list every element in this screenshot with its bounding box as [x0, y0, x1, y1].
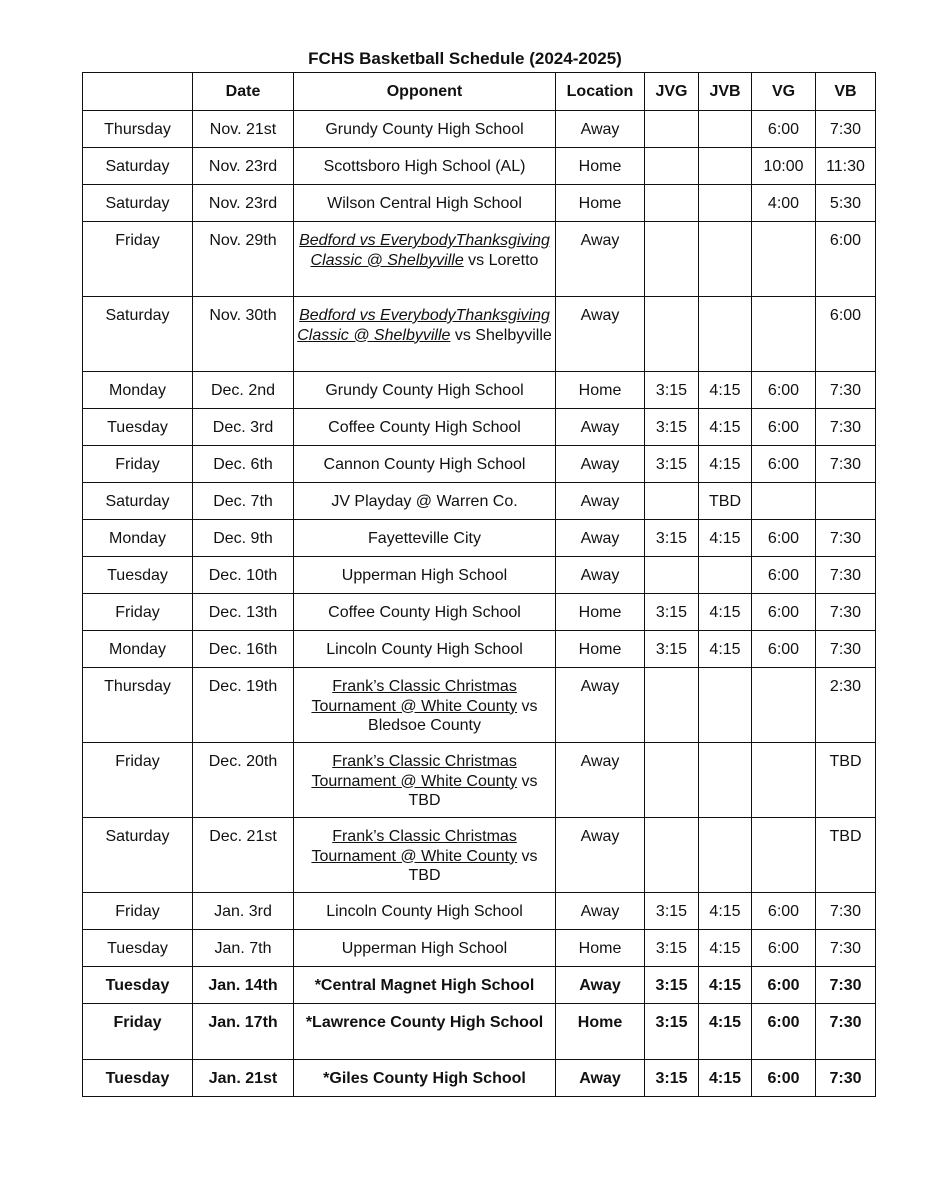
jvb-cell: 4:15	[699, 372, 752, 409]
opponent-cell: Lincoln County High School	[294, 631, 556, 668]
day-cell: Friday	[83, 743, 193, 818]
date-cell: Nov. 21st	[193, 111, 294, 148]
schedule-table	[82, 72, 876, 1097]
vg-cell	[752, 483, 816, 520]
jvb-cell: 4:15	[699, 893, 752, 930]
opponent-cell: JV Playday @ Warren Co.	[294, 483, 556, 520]
jvg-cell	[645, 222, 699, 297]
page-title: FCHS Basketball Schedule (2024-2025)	[308, 49, 622, 68]
vb-cell: 7:30	[816, 520, 876, 557]
location-cell: Away	[556, 297, 645, 372]
table-row	[83, 483, 876, 520]
location-cell: Away	[556, 893, 645, 930]
vg-cell: 6:00	[752, 111, 816, 148]
jvb-cell: 4:15	[699, 967, 752, 1004]
jvg-cell: 3:15	[645, 930, 699, 967]
vg-cell: 6:00	[752, 372, 816, 409]
vg-cell: 6:00	[752, 520, 816, 557]
vb-cell: 7:30	[816, 893, 876, 930]
jvg-cell	[645, 111, 699, 148]
jvb-cell	[699, 557, 752, 594]
vg-cell: 6:00	[752, 446, 816, 483]
location-cell: Away	[556, 409, 645, 446]
vb-cell: 7:30	[816, 557, 876, 594]
opponent-cell: *Central Magnet High School	[294, 967, 556, 1004]
location-cell: Away	[556, 222, 645, 297]
table-row	[83, 631, 876, 668]
table-row	[83, 446, 876, 483]
jvb-cell	[699, 148, 752, 185]
opponent-cell: Upperman High School	[294, 557, 556, 594]
opponent-cell: Grundy County High School	[294, 372, 556, 409]
day-cell: Friday	[83, 594, 193, 631]
header-row	[83, 73, 876, 111]
vg-cell	[752, 668, 816, 743]
date-cell: Dec. 9th	[193, 520, 294, 557]
jvg-cell	[645, 483, 699, 520]
jvg-cell	[645, 818, 699, 893]
header-location: Location	[556, 73, 645, 111]
header-jvg: JVG	[645, 73, 699, 111]
opponent-cell: Wilson Central High School	[294, 185, 556, 222]
vb-cell: TBD	[816, 818, 876, 893]
date-cell: Dec. 16th	[193, 631, 294, 668]
opponent-cell: Coffee County High School	[294, 409, 556, 446]
vb-cell	[816, 483, 876, 520]
opponent-suffix: vs Bledsoe County	[368, 697, 538, 734]
header-vb: VB	[816, 73, 876, 111]
jvb-cell	[699, 222, 752, 297]
jvb-cell: 4:15	[699, 594, 752, 631]
vg-cell	[752, 818, 816, 893]
header-vg: VG	[752, 73, 816, 111]
tournament-link[interactable]: Frank’s Classic Christmas Tournament @ White County	[311, 828, 518, 865]
opponent-cell: Fayetteville City	[294, 520, 556, 557]
table-row	[83, 185, 876, 222]
opponent-cell	[294, 222, 556, 297]
vg-cell: 6:00	[752, 594, 816, 631]
date-cell: Jan. 21st	[193, 1060, 294, 1097]
vg-cell: 4:00	[752, 185, 816, 222]
jvg-cell: 3:15	[645, 1004, 699, 1060]
day-cell: Tuesday	[83, 557, 193, 594]
header-day	[83, 73, 193, 111]
date-cell: Dec. 3rd	[193, 409, 294, 446]
jvg-cell	[645, 185, 699, 222]
opponent-cell: *Giles County High School	[294, 1060, 556, 1097]
vb-cell: 7:30	[816, 446, 876, 483]
vg-cell: 6:00	[752, 930, 816, 967]
location-cell: Away	[556, 520, 645, 557]
jvb-cell	[699, 111, 752, 148]
jvg-cell: 3:15	[645, 446, 699, 483]
jvb-cell	[699, 818, 752, 893]
jvb-cell: 4:15	[699, 1060, 752, 1097]
location-cell: Home	[556, 594, 645, 631]
vb-cell: 7:30	[816, 111, 876, 148]
vb-cell: 7:30	[816, 631, 876, 668]
jvg-cell	[645, 668, 699, 743]
day-cell: Thursday	[83, 111, 193, 148]
jvb-cell: 4:15	[699, 1004, 752, 1060]
vg-cell	[752, 297, 816, 372]
day-cell: Saturday	[83, 297, 193, 372]
header-jvb: JVB	[699, 73, 752, 111]
jvg-cell: 3:15	[645, 409, 699, 446]
jvg-cell	[645, 743, 699, 818]
vg-cell: 10:00	[752, 148, 816, 185]
vb-cell: 7:30	[816, 594, 876, 631]
date-cell: Jan. 17th	[193, 1004, 294, 1060]
opponent-cell: *Lawrence County High School	[294, 1004, 556, 1060]
table-row	[83, 1004, 876, 1060]
location-cell: Home	[556, 185, 645, 222]
location-cell: Away	[556, 743, 645, 818]
table-row	[83, 967, 876, 1004]
tournament-link[interactable]: Frank’s Classic Christmas Tournament @ White County	[311, 678, 518, 715]
table-row	[83, 372, 876, 409]
vg-cell: 6:00	[752, 557, 816, 594]
day-cell: Monday	[83, 520, 193, 557]
opponent-cell: Upperman High School	[294, 930, 556, 967]
vg-cell: 6:00	[752, 967, 816, 1004]
table-row	[83, 297, 876, 372]
date-cell: Jan. 3rd	[193, 893, 294, 930]
date-cell: Jan. 14th	[193, 967, 294, 1004]
day-cell: Tuesday	[83, 409, 193, 446]
opponent-cell: Scottsboro High School (AL)	[294, 148, 556, 185]
date-cell: Dec. 7th	[193, 483, 294, 520]
day-cell: Saturday	[83, 483, 193, 520]
vg-cell: 6:00	[752, 893, 816, 930]
vb-cell: 7:30	[816, 1004, 876, 1060]
table-row	[83, 818, 876, 893]
location-cell: Away	[556, 483, 645, 520]
opponent-cell	[294, 297, 556, 372]
location-cell: Away	[556, 967, 645, 1004]
day-cell: Friday	[83, 222, 193, 297]
jvb-cell: 4:15	[699, 520, 752, 557]
opponent-cell: Cannon County High School	[294, 446, 556, 483]
jvb-cell	[699, 297, 752, 372]
date-cell: Dec. 2nd	[193, 372, 294, 409]
vg-cell: 6:00	[752, 1060, 816, 1097]
opponent-cell	[294, 743, 556, 818]
jvb-cell	[699, 185, 752, 222]
jvb-cell: 4:15	[699, 631, 752, 668]
vb-cell: 2:30	[816, 668, 876, 743]
opponent-suffix: vs Loretto	[463, 251, 539, 269]
vg-cell: 6:00	[752, 631, 816, 668]
vg-cell	[752, 743, 816, 818]
tournament-link[interactable]: Bedford vs EverybodyThanksgiving Classic @ Shelbyville	[297, 307, 550, 344]
day-cell: Friday	[83, 893, 193, 930]
vb-cell: 11:30	[816, 148, 876, 185]
jvg-cell	[645, 297, 699, 372]
day-cell: Monday	[83, 631, 193, 668]
date-cell: Dec. 13th	[193, 594, 294, 631]
location-cell: Away	[556, 668, 645, 743]
day-cell: Saturday	[83, 818, 193, 893]
day-cell: Saturday	[83, 148, 193, 185]
table-row	[83, 594, 876, 631]
header-date: Date	[193, 73, 294, 111]
location-cell: Home	[556, 148, 645, 185]
date-cell: Dec. 10th	[193, 557, 294, 594]
table-row	[83, 409, 876, 446]
vg-cell: 6:00	[752, 409, 816, 446]
day-cell: Tuesday	[83, 1060, 193, 1097]
date-cell: Dec. 19th	[193, 668, 294, 743]
location-cell: Home	[556, 631, 645, 668]
jvg-cell: 3:15	[645, 372, 699, 409]
location-cell: Away	[556, 818, 645, 893]
table-row	[83, 222, 876, 297]
date-cell: Dec. 20th	[193, 743, 294, 818]
table-row	[83, 668, 876, 743]
day-cell: Friday	[83, 1004, 193, 1060]
opponent-cell: Coffee County High School	[294, 594, 556, 631]
vb-cell: 7:30	[816, 372, 876, 409]
opponent-suffix: vs Shelbyville	[450, 326, 552, 344]
vb-cell: 6:00	[816, 222, 876, 297]
date-cell: Nov. 30th	[193, 297, 294, 372]
vg-cell	[752, 222, 816, 297]
day-cell: Friday	[83, 446, 193, 483]
jvb-cell: 4:15	[699, 409, 752, 446]
table-row	[83, 743, 876, 818]
vb-cell: 6:00	[816, 297, 876, 372]
date-cell: Nov. 29th	[193, 222, 294, 297]
date-cell: Jan. 7th	[193, 930, 294, 967]
jvb-cell	[699, 743, 752, 818]
date-cell: Nov. 23rd	[193, 185, 294, 222]
location-cell: Away	[556, 1060, 645, 1097]
table-row	[83, 557, 876, 594]
day-cell: Monday	[83, 372, 193, 409]
jvg-cell: 3:15	[645, 520, 699, 557]
day-cell: Saturday	[83, 185, 193, 222]
table-row	[83, 520, 876, 557]
day-cell: Tuesday	[83, 967, 193, 1004]
date-cell: Nov. 23rd	[193, 148, 294, 185]
jvg-cell: 3:15	[645, 1060, 699, 1097]
location-cell: Home	[556, 372, 645, 409]
vb-cell: 7:30	[816, 930, 876, 967]
header-opponent: Opponent	[294, 73, 556, 111]
jvg-cell: 3:15	[645, 594, 699, 631]
jvg-cell: 3:15	[645, 893, 699, 930]
jvb-cell	[699, 668, 752, 743]
opponent-cell: Grundy County High School	[294, 111, 556, 148]
tournament-link[interactable]: Bedford vs EverybodyThanksgiving Classic @ Shelbyville	[299, 232, 550, 269]
table-row	[83, 111, 876, 148]
vb-cell: 7:30	[816, 967, 876, 1004]
tournament-link[interactable]: Frank’s Classic Christmas Tournament @ White County	[311, 753, 518, 790]
table-row	[83, 893, 876, 930]
vb-cell: TBD	[816, 743, 876, 818]
location-cell: Away	[556, 111, 645, 148]
location-cell: Home	[556, 1004, 645, 1060]
table-row	[83, 148, 876, 185]
day-cell: Thursday	[83, 668, 193, 743]
date-cell: Dec. 21st	[193, 818, 294, 893]
location-cell: Home	[556, 930, 645, 967]
jvg-cell	[645, 557, 699, 594]
jvb-cell: 4:15	[699, 930, 752, 967]
vb-cell: 5:30	[816, 185, 876, 222]
vg-cell: 6:00	[752, 1004, 816, 1060]
opponent-suffix: vs TBD	[408, 772, 538, 809]
date-cell: Dec. 6th	[193, 446, 294, 483]
opponent-cell: Lincoln County High School	[294, 893, 556, 930]
opponent-cell	[294, 668, 556, 743]
vb-cell: 7:30	[816, 1060, 876, 1097]
jvg-cell: 3:15	[645, 631, 699, 668]
vb-cell: 7:30	[816, 409, 876, 446]
opponent-cell	[294, 818, 556, 893]
opponent-suffix: vs TBD	[408, 847, 538, 884]
jvg-cell: 3:15	[645, 967, 699, 1004]
table-row	[83, 930, 876, 967]
jvb-cell: TBD	[699, 483, 752, 520]
jvg-cell	[645, 148, 699, 185]
location-cell: Away	[556, 446, 645, 483]
location-cell: Away	[556, 557, 645, 594]
table-row	[83, 1060, 876, 1097]
day-cell: Tuesday	[83, 930, 193, 967]
jvb-cell: 4:15	[699, 446, 752, 483]
